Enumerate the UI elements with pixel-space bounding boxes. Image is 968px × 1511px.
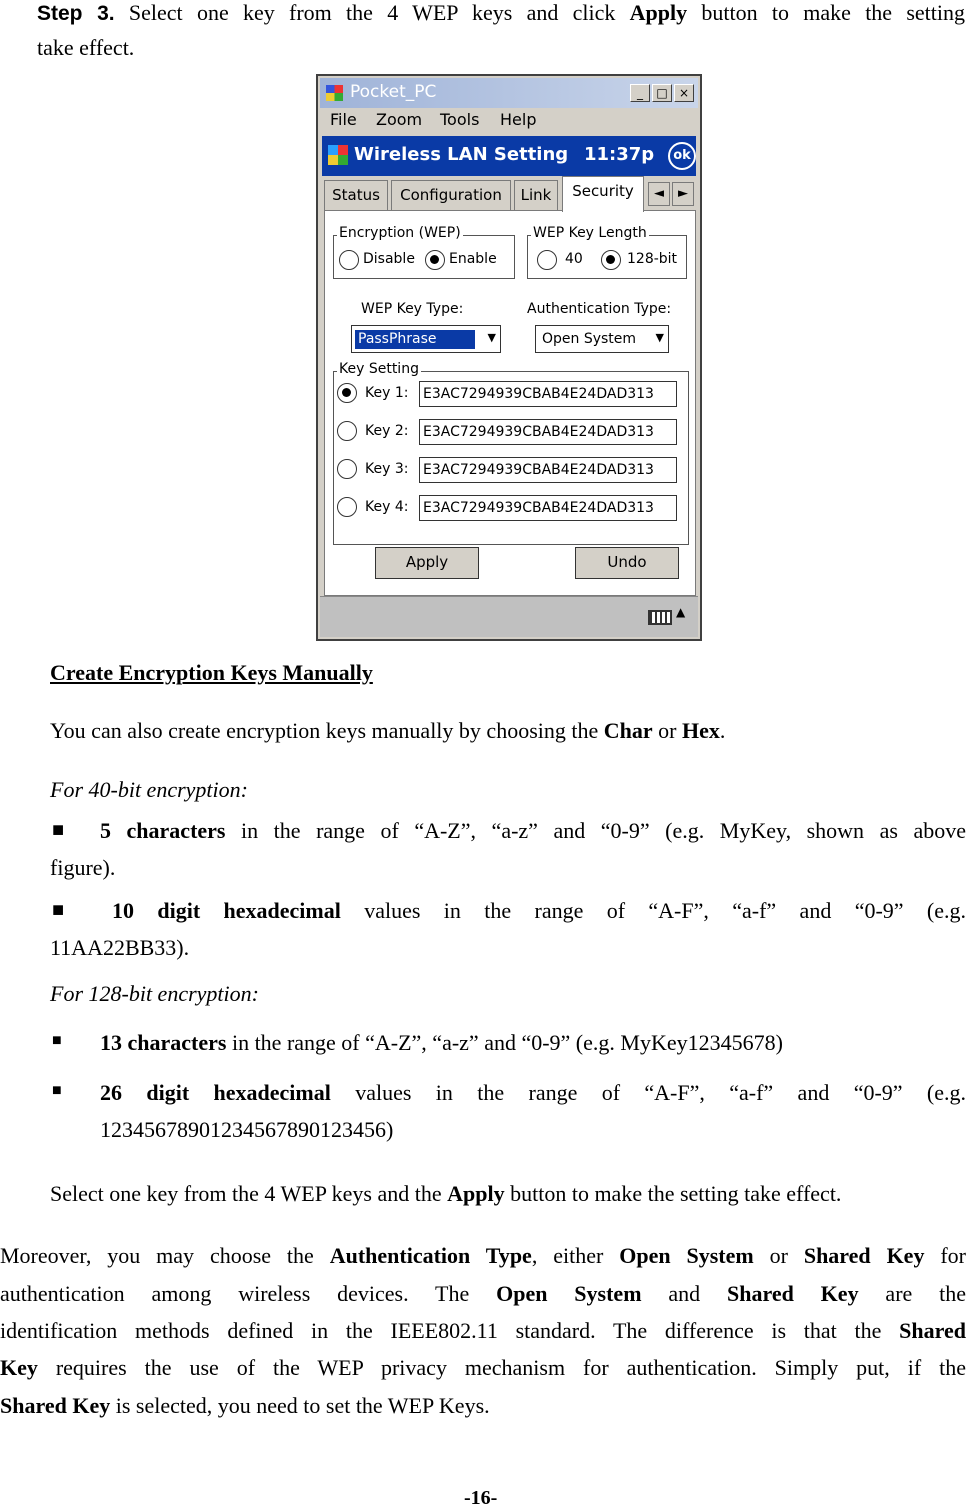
moreover-line4: Key requires the use of the WEP privacy mechanism for authentication. Simply put, if the: [0, 1355, 966, 1380]
undo-button[interactable]: Undo: [575, 547, 679, 579]
moreover-line3: identification methods defined in the IEEE802.11 standard. The difference is that the Shared: [0, 1318, 966, 1343]
radio-128bit[interactable]: [601, 250, 621, 270]
radio-key-1[interactable]: [337, 383, 357, 403]
key-4-input[interactable]: E3AC7294939CBAB4E24DAD313: [419, 495, 677, 521]
apply-button[interactable]: Apply: [375, 547, 479, 579]
key-1-label: Key 1:: [365, 385, 409, 401]
moreover-line1: Moreover, you may choose the Authentication Type, either Open System or Shared Key for: [0, 1243, 967, 1268]
step3-line1: Step 3. Select one key from the 4 WEP keys and click Apply button to make the setting: [37, 0, 966, 25]
tab-security[interactable]: Security: [562, 176, 644, 212]
enc40-item1-line2: figure).: [50, 855, 116, 880]
taskbar-footer: [320, 596, 698, 637]
bullet-icon: ■: [52, 899, 65, 921]
menu-tools[interactable]: Tools: [440, 110, 480, 129]
start-flag-icon[interactable]: [328, 145, 348, 165]
menu-help[interactable]: Help: [500, 110, 537, 129]
minimize-button[interactable]: _: [630, 84, 650, 102]
step3-line2: take effect.: [37, 35, 135, 60]
close-button[interactable]: ×: [674, 84, 694, 102]
section-intro: You can also create encryption keys manually by choosing the Char or Hex.: [50, 718, 726, 743]
menu-zoom[interactable]: Zoom: [376, 110, 423, 129]
step3-label: Step 3.: [37, 2, 115, 25]
label-disable: Disable: [363, 251, 415, 267]
tab-scroll-left-icon[interactable]: ◄: [648, 182, 670, 206]
enc40-item2-line2: 11AA22BB33).: [50, 935, 190, 960]
label-128bit: 128-bit: [627, 251, 678, 267]
section-heading: Create Encryption Keys Manually: [50, 660, 373, 685]
tab-scroll-right-icon[interactable]: ►: [672, 182, 694, 206]
enc128-item1: 13 characters in the range of “A-Z”, “a-z” and “0-9” (e.g. MyKey12345678): [100, 1030, 783, 1055]
enc128-item2: 26 digit hexadecimal values in the range of “A-F”, “a-f” and “0-9” (e.g.: [100, 1080, 966, 1105]
auth-type-label: Authentication Type:: [527, 301, 672, 317]
enc40-item1: 5 characters in the range of “A-Z”, “a-z” and “0-9” (e.g. MyKey, shown as above: [100, 818, 966, 843]
chevron-down-icon: ▼: [487, 331, 496, 344]
auth-type-select[interactable]: [535, 325, 669, 353]
bullet-icon: ■: [52, 1082, 62, 1099]
tab-link[interactable]: Link: [514, 180, 558, 210]
app-title-bar: [322, 136, 696, 176]
key-2-input[interactable]: E3AC7294939CBAB4E24DAD313: [419, 419, 677, 445]
page-number: -16-: [464, 1487, 498, 1509]
pocket-pc-screenshot: [316, 74, 702, 641]
keyboard-icon[interactable]: [648, 610, 672, 625]
chevron-down-icon: ▼: [655, 331, 664, 344]
key-setting-legend: Key Setting: [339, 361, 419, 377]
radio-key-3[interactable]: [337, 459, 357, 479]
auth-type-value: Open System: [542, 331, 637, 347]
menu-file[interactable]: File: [330, 110, 357, 129]
maximize-button[interactable]: □: [652, 84, 672, 102]
radio-key-4[interactable]: [337, 497, 357, 517]
key-length-legend: WEP Key Length: [533, 225, 647, 241]
key-2-label: Key 2:: [365, 423, 409, 439]
wep-key-type-label: WEP Key Type:: [361, 301, 464, 317]
tab-status[interactable]: Status: [324, 180, 388, 210]
radio-disable[interactable]: [339, 250, 359, 270]
app-title: Wireless LAN Setting: [354, 144, 569, 165]
ok-button[interactable]: ok: [668, 142, 696, 170]
label-40: 40: [565, 251, 583, 267]
security-panel: [324, 210, 696, 596]
label-enable: Enable: [449, 251, 497, 267]
moreover-line2: authentication among wireless devices. The Open System and Shared Key are the: [0, 1281, 967, 1306]
menu-bar: [320, 108, 698, 134]
encryption-legend: Encryption (WEP): [339, 225, 461, 241]
wep-key-type-select[interactable]: [351, 325, 501, 353]
enc128-heading: For 128-bit encryption:: [50, 981, 259, 1006]
radio-enable[interactable]: [425, 250, 445, 270]
sip-arrow-icon[interactable]: ▲: [676, 605, 686, 619]
window-title: Pocket_PC: [350, 82, 437, 102]
radio-key-2[interactable]: [337, 421, 357, 441]
bullet-icon: ■: [52, 1032, 62, 1049]
bullet-icon: ■: [52, 819, 65, 841]
moreover-line5: Shared Key is selected, you need to set the WEP Keys.: [0, 1393, 490, 1418]
enc128-item2-line2: 12345678901234567890123456): [100, 1117, 394, 1142]
clock: 11:37p: [584, 144, 655, 165]
tab-configuration[interactable]: Configuration: [391, 180, 511, 210]
enc40-heading: For 40-bit encryption:: [50, 777, 248, 802]
window-titlebar: [320, 78, 698, 108]
enc40-item2: 10 digit hexadecimal values in the range of “A-F”, “a-f” and “0-9” (e.g.: [112, 898, 966, 923]
radio-40[interactable]: [537, 250, 557, 270]
key-4-label: Key 4:: [365, 499, 409, 515]
windows-logo-icon: [326, 85, 343, 101]
select-key-line: Select one key from the 4 WEP keys and the Apply button to make the setting take effect.: [50, 1181, 842, 1206]
key-3-label: Key 3:: [365, 461, 409, 477]
key-1-input[interactable]: E3AC7294939CBAB4E24DAD313: [419, 381, 677, 407]
key-3-input[interactable]: E3AC7294939CBAB4E24DAD313: [419, 457, 677, 483]
wep-key-type-value: PassPhrase: [355, 330, 475, 349]
